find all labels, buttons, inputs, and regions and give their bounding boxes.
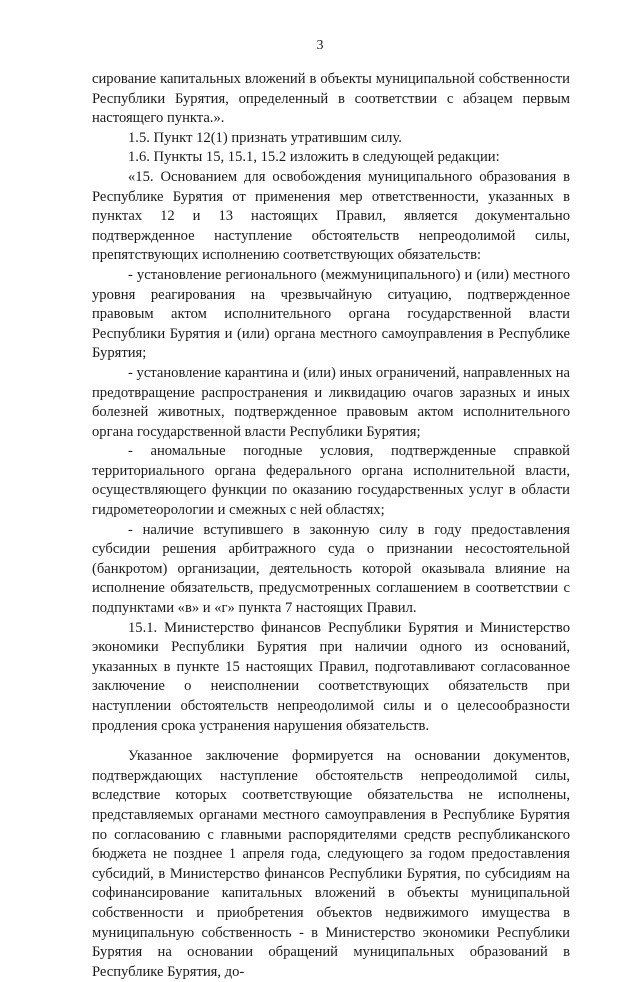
paragraph-item-1-5: 1.5. Пункт 12(1) признать утратившим силу. — [128, 129, 402, 146]
paragraph-bullet-weather: - аномальные погодные условия, подтвержденные справкой территориального органа федерального органа исполнительной власти, осуществляющего функции по оказанию государственных услуг в области гидрометеорологии и смежных с ней областях; — [92, 443, 570, 519]
paragraph-bullet-quarantine: - установление карантина и (или) иных ограничений, направленных на предотвращение распространения и ликвидацию очагов заразных и иных болезней животных, подтвержденное правовым актом исполнительного органа государственной власти Республики Бурятия; — [92, 364, 570, 440]
paragraph-item-1-6: 1.6. Пункты 15, 15.1, 15.2 изложить в следующей редакции: — [128, 149, 500, 166]
paragraph-clause-15: «15. Основанием для освобождения муниципального образования в Республике Бурятия от применения мер ответственности, указанных в пунктах 12 и 13 настоящих Правил, является документально подтвержденное наступление обстоятельств непреодолимой силы, препятствующих исполнению соответствующих обязательств: — [92, 168, 570, 264]
paragraph-conclusion: Указанное заключение формируется на основании документов, подтверждающих наступление обстоятельств непреодолимой силы, вследствие которых соответствующие обязательства не исполнены, представляемых органами местного самоуправления в Республике Бурятия по согласованию с главными распорядителями средств республиканского бюджета не позднее 1 апреля года, следующего за годом предоставления субсидий, в Министерство финансов Республики Бурятия, по субсидиям на софинансирование капитальных вложений в объекты муниципальной собственности и приобретения объектов недвижимого имущества в муниципальную собственность - в Министерство экономики Республики Бурятия на основании обращений муниципальных образований в Республике Бурятия, до- — [92, 748, 570, 980]
paragraph-bullet-emergency: - установление регионального (межмуниципального) и (или) местного уровня реагирования на чрезвычайную ситуацию, подтвержденное правовым актом исполнительного органа государственной власти Республики Бурятия и (или) органа местного самоуправления в Республике Бурятия; — [92, 266, 570, 362]
page-number: 3 — [316, 38, 324, 53]
document-body — [92, 70, 570, 982]
paragraph-bullet-bankruptcy: - наличие вступившего в законную силу в году предоставления субсидии решения арбитражного суда о признании несостоятельной (банкротом) организации, деятельность которой оказывала влияние на исполнение обязательств, предусмотренных соглашением в соответствии с подпунктами «в» и «г» пункта 7 настоящих Правил. — [92, 521, 570, 617]
paragraph-continuation: сирование капитальных вложений в объекты муниципальной собственности Республики Бурятия, определенный в соответствии с абзацем первым настоящего пункта.». — [92, 71, 570, 127]
paragraph-clause-15-1: 15.1. Министерство финансов Республики Бурятия и Министерство экономики Республики Бурятия при наличии одного из оснований, указанных в пункте 15 настоящих Правил, подготавливают согласованное заключение о неисполнении соответствующих обязательств при наступлении обстоятельств непреодолимой силы и о целесообразности продления срока устранения нарушения обязательств. — [92, 619, 570, 734]
